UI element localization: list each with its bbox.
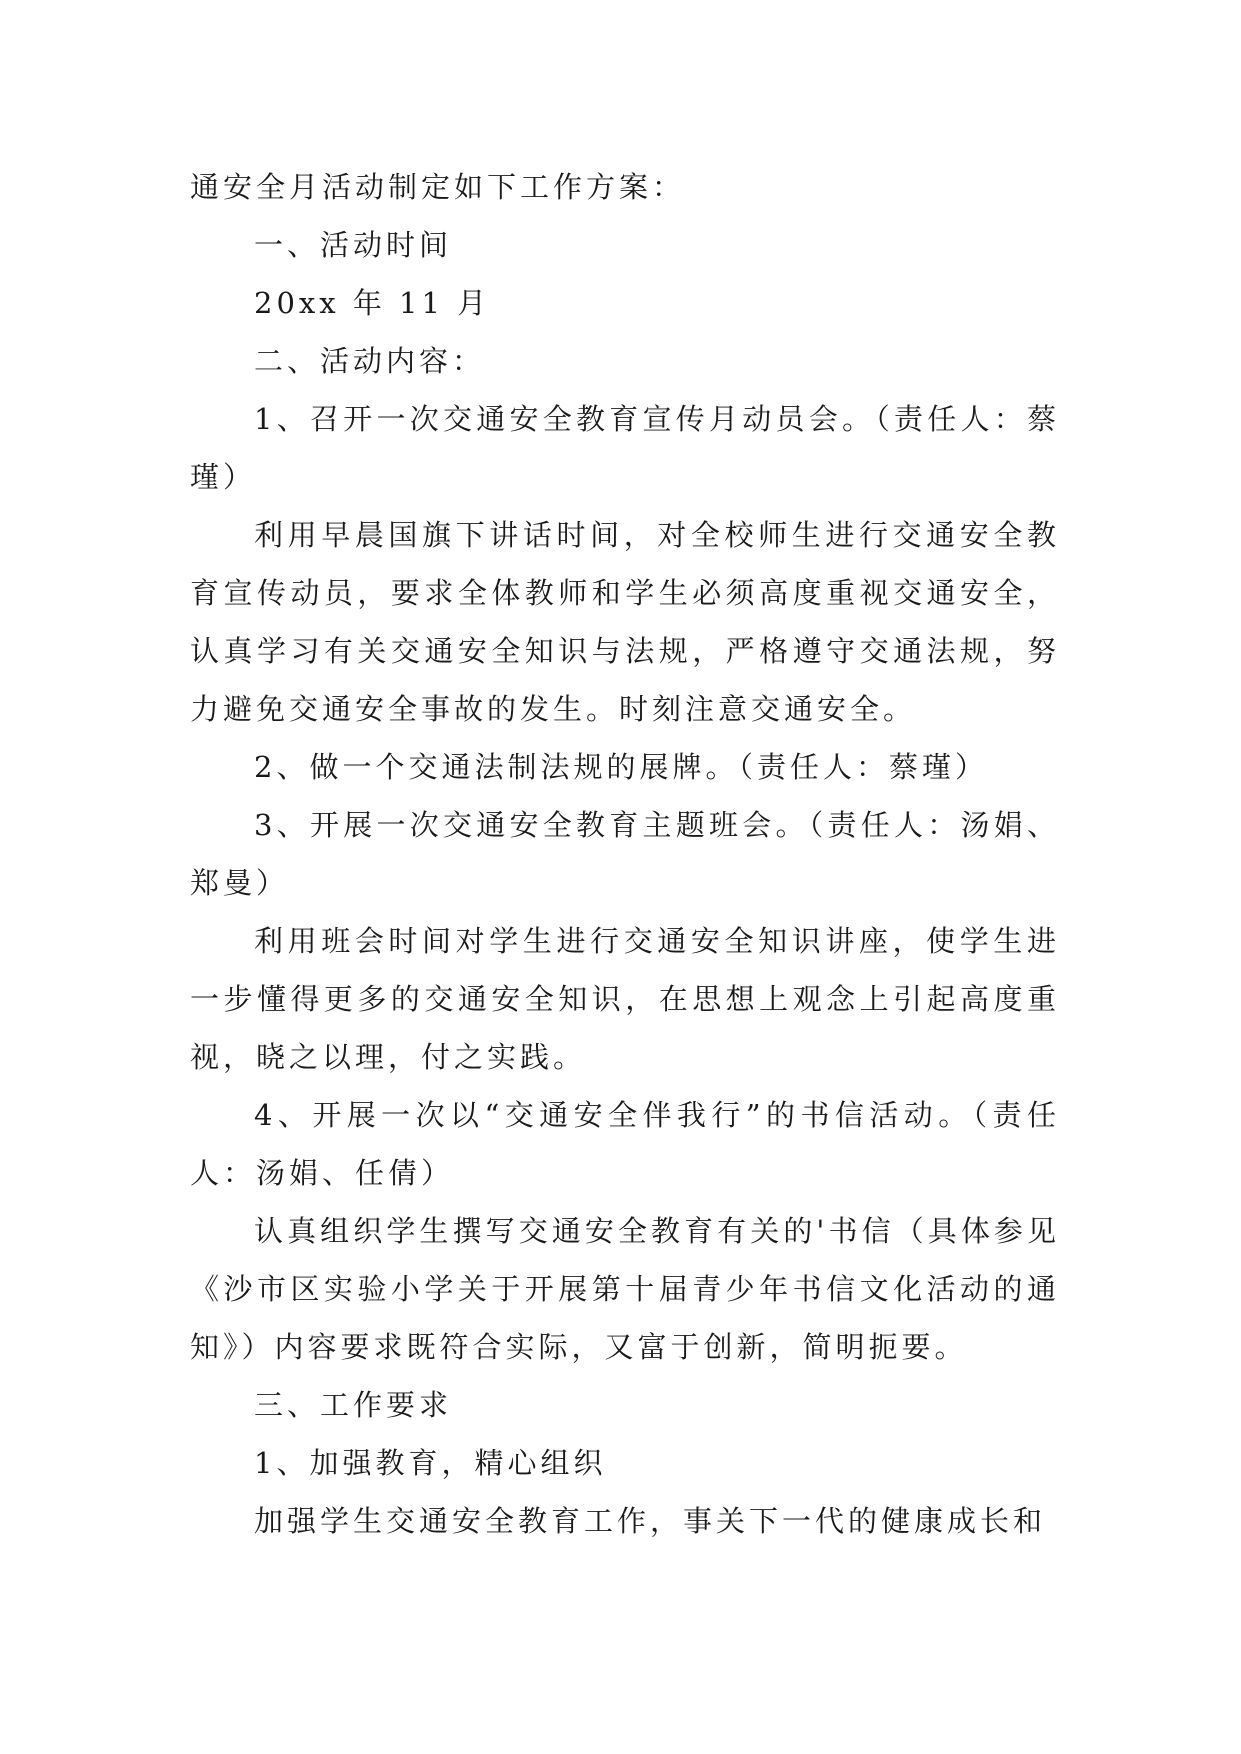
paragraph-activity-date: 20xx 年 11 月 (254, 286, 491, 320)
item-1-mobilization-meeting: 1、召开一次交通安全教育宣传月动员会。（责任人：蔡瑾） (190, 402, 1060, 494)
heading-work-requirements: 三、工作要求 (254, 1388, 453, 1422)
item-3-class-meeting: 3、开展一次交通安全教育主题班会。（责任人：汤娟、郑曼） (190, 808, 1060, 900)
paragraph-item-3-detail: 利用班会时间对学生进行交通安全知识讲座，使学生进一步懂得更多的交通安全知识，在思想上观念上引起高度重视，晓之以理，付之实践。 (190, 924, 1060, 1074)
heading-activity-content: 二、活动内容： (254, 344, 486, 378)
item-4-letter-activity: 4、开展一次以“交通安全伴我行”的书信活动。（责任人：汤娟、任倩） (190, 1098, 1060, 1190)
paragraph-item-1-detail: 利用早晨国旗下讲话时间，对全校师生进行交通安全教育宣传动员，要求全体教师和学生必须高度重视交通安全，认真学习有关交通安全知识与法规，严格遵守交通法规，努力避免交通安全事故的发生。时刻注意交通安全。 (190, 518, 1060, 726)
paragraph-item-4-detail: 认真组织学生撰写交通安全教育有关的'书信（具体参见《沙市区实验小学关于开展第十届青少年书信文化活动的通知》）内容要求既符合实际，又富于创新，简明扼要。 (190, 1214, 1060, 1364)
heading-activity-time: 一、活动时间 (254, 228, 453, 262)
item-2-display-board: 2、做一个交通法制法规的展牌。（责任人：蔡瑾） (254, 750, 988, 784)
document-body (190, 158, 1060, 1550)
requirement-1-title: 1、加强教育，精心组织 (254, 1446, 607, 1480)
paragraph-intro-continuation: 通安全月活动制定如下工作方案： (190, 170, 686, 204)
paragraph-requirement-1-detail: 加强学生交通安全教育工作，事关下一代的健康成长和 (254, 1504, 1047, 1538)
